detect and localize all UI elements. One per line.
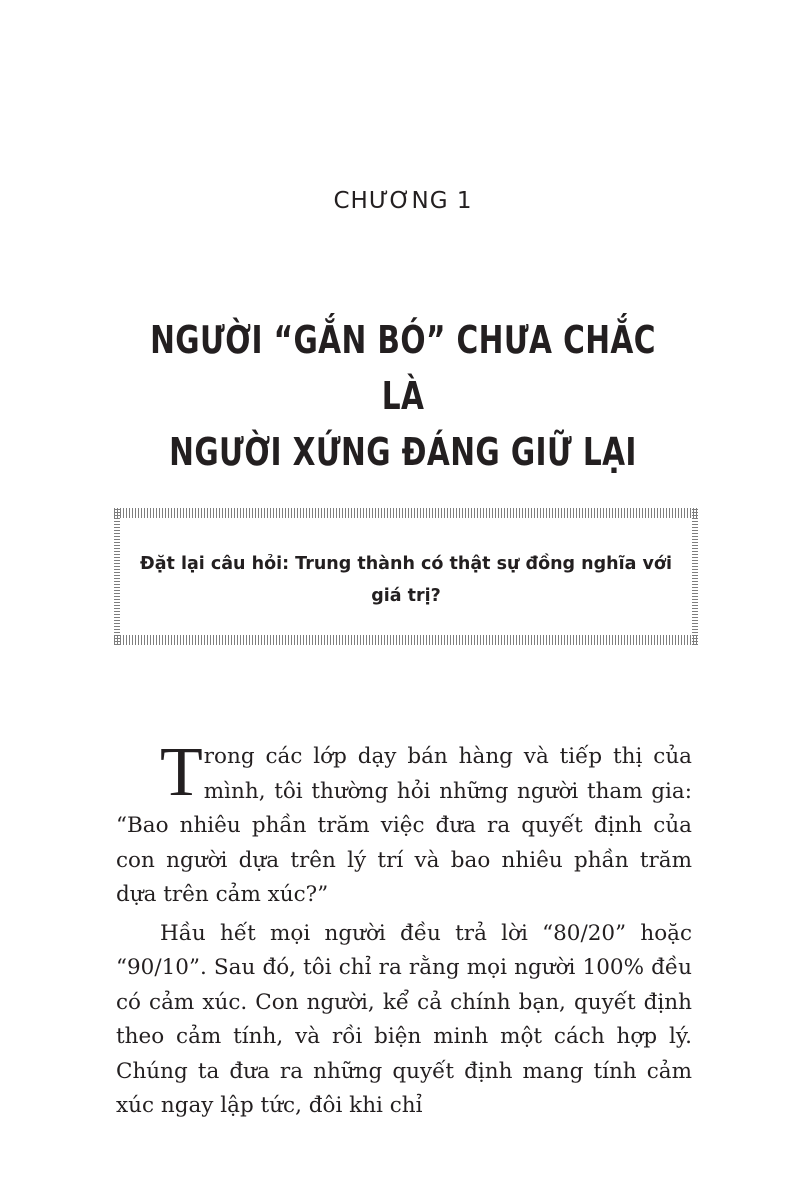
chapter-title <box>135 312 670 480</box>
chapter-title-line-1: NGƯỜI “GẮN BÓ” CHƯA CHẮC LÀ <box>150 318 656 418</box>
paragraph-1-text: rong các lớp dạy bán hàng và tiếp thị của mình, tôi thường hỏi những người tham gia: “Bao nhiêu phần trăm việc đưa ra quyết định của con người dựa trên lý trí và bao nhiêu phần trăm dựa trên cảm xúc?” <box>116 744 692 907</box>
chapter-label: CHƯƠNG 1 <box>333 188 473 214</box>
callout-border-top <box>114 508 698 518</box>
body-text <box>116 734 692 1124</box>
paragraph-2: Hầu hết mọi người đều trả lời “80/20” hoặc “90/10”. Sau đó, tôi chỉ ra rằng mọi người 100% đều có cảm xúc. Con người, kể cả chính bạn, quyết định theo cảm tính, và rồi biện minh một cách hợp lý. Chúng ta đưa ra những quyết định mang tính cảm xúc ngay lập tức, đôi khi chỉ <box>116 920 692 1118</box>
callout-box <box>114 508 698 645</box>
drop-cap: T <box>160 734 203 811</box>
callout-question: Đặt lại câu hỏi: Trung thành có thật sự đồng nghĩa với giá trị? <box>140 554 672 606</box>
callout-border-right <box>692 508 698 645</box>
chapter-title-line-2: NGƯỜI XỨNG ĐÁNG GIỮ LẠI <box>169 430 637 474</box>
callout-border-bottom <box>114 635 698 645</box>
paragraph-1 <box>116 734 692 913</box>
